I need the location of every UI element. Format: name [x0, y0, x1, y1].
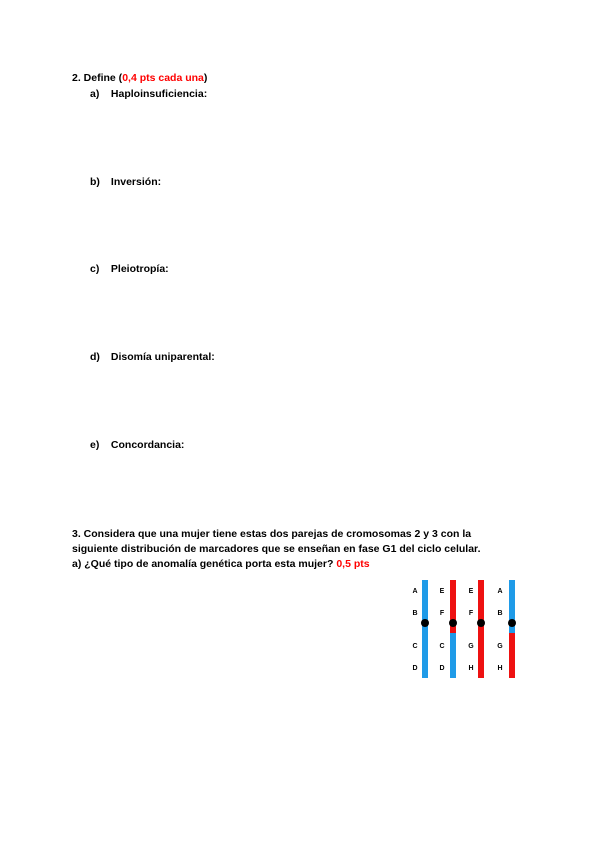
question-3-line-3 [72, 557, 542, 572]
chromosome-2-blue-arm [450, 633, 456, 678]
chromosome-2 [439, 580, 457, 678]
chromosome-diagram [400, 578, 530, 682]
question-2-title [72, 72, 207, 84]
question-2-points: 0,4 pts cada una [122, 72, 204, 84]
marker-label: B [412, 610, 418, 617]
question-3a-points: 0,5 pts [336, 558, 370, 570]
question-2-suffix: ) [203, 72, 208, 84]
item-letter: e) [90, 439, 100, 451]
definition-item-b [90, 176, 161, 188]
chromosome-4-red-arm [509, 633, 515, 678]
item-term: Inversión: [110, 176, 162, 188]
marker-label: H [468, 665, 474, 672]
marker-label: C [412, 643, 418, 650]
chromosome-3 [468, 580, 485, 678]
item-term: Haploinsuficiencia: [110, 88, 208, 100]
centromere-icon [449, 619, 457, 627]
definition-item-a [90, 88, 207, 100]
centromere-icon [421, 619, 429, 627]
marker-label: E [439, 588, 445, 595]
item-letter: d) [90, 351, 100, 363]
item-letter: a) [90, 88, 100, 100]
marker-label: H [497, 665, 503, 672]
item-term: Concordancia: [110, 439, 185, 451]
marker-label: E [468, 588, 474, 595]
definition-item-e [90, 439, 184, 451]
question-3-line-1: 3. Considera que una mujer tiene estas dos parejas de cromosomas 2 y 3 con la [72, 528, 472, 540]
marker-label: F [439, 610, 445, 617]
marker-label: A [497, 588, 503, 595]
chromosome-3-arm [478, 580, 484, 678]
centromere-icon [477, 619, 485, 627]
item-letter: c) [90, 263, 100, 275]
marker-label: G [497, 643, 503, 650]
centromere-icon [508, 619, 516, 627]
chromosome-1-arm [422, 580, 428, 678]
chromosome-1 [412, 580, 429, 678]
marker-label: C [439, 643, 445, 650]
definition-item-d [90, 351, 215, 363]
chromosome-4 [497, 580, 516, 678]
marker-label: B [497, 610, 503, 617]
item-term: Disomía uniparental: [110, 351, 215, 363]
question-3-line-2: siguiente distribución de marcadores que se enseñan en fase G1 del ciclo celular. [72, 543, 481, 555]
question-3a-text: a) ¿Qué tipo de anomalía genética porta esta mujer? [72, 558, 337, 570]
definition-item-c [90, 263, 169, 275]
item-letter: b) [90, 176, 100, 188]
question-3 [72, 527, 542, 572]
marker-label: A [412, 588, 418, 595]
marker-label: D [439, 665, 445, 672]
marker-label: G [468, 643, 474, 650]
question-2-prefix: 2. Define ( [72, 72, 123, 84]
marker-label: D [412, 665, 418, 672]
marker-label: F [468, 610, 474, 617]
item-term: Pleiotropía: [110, 263, 169, 275]
